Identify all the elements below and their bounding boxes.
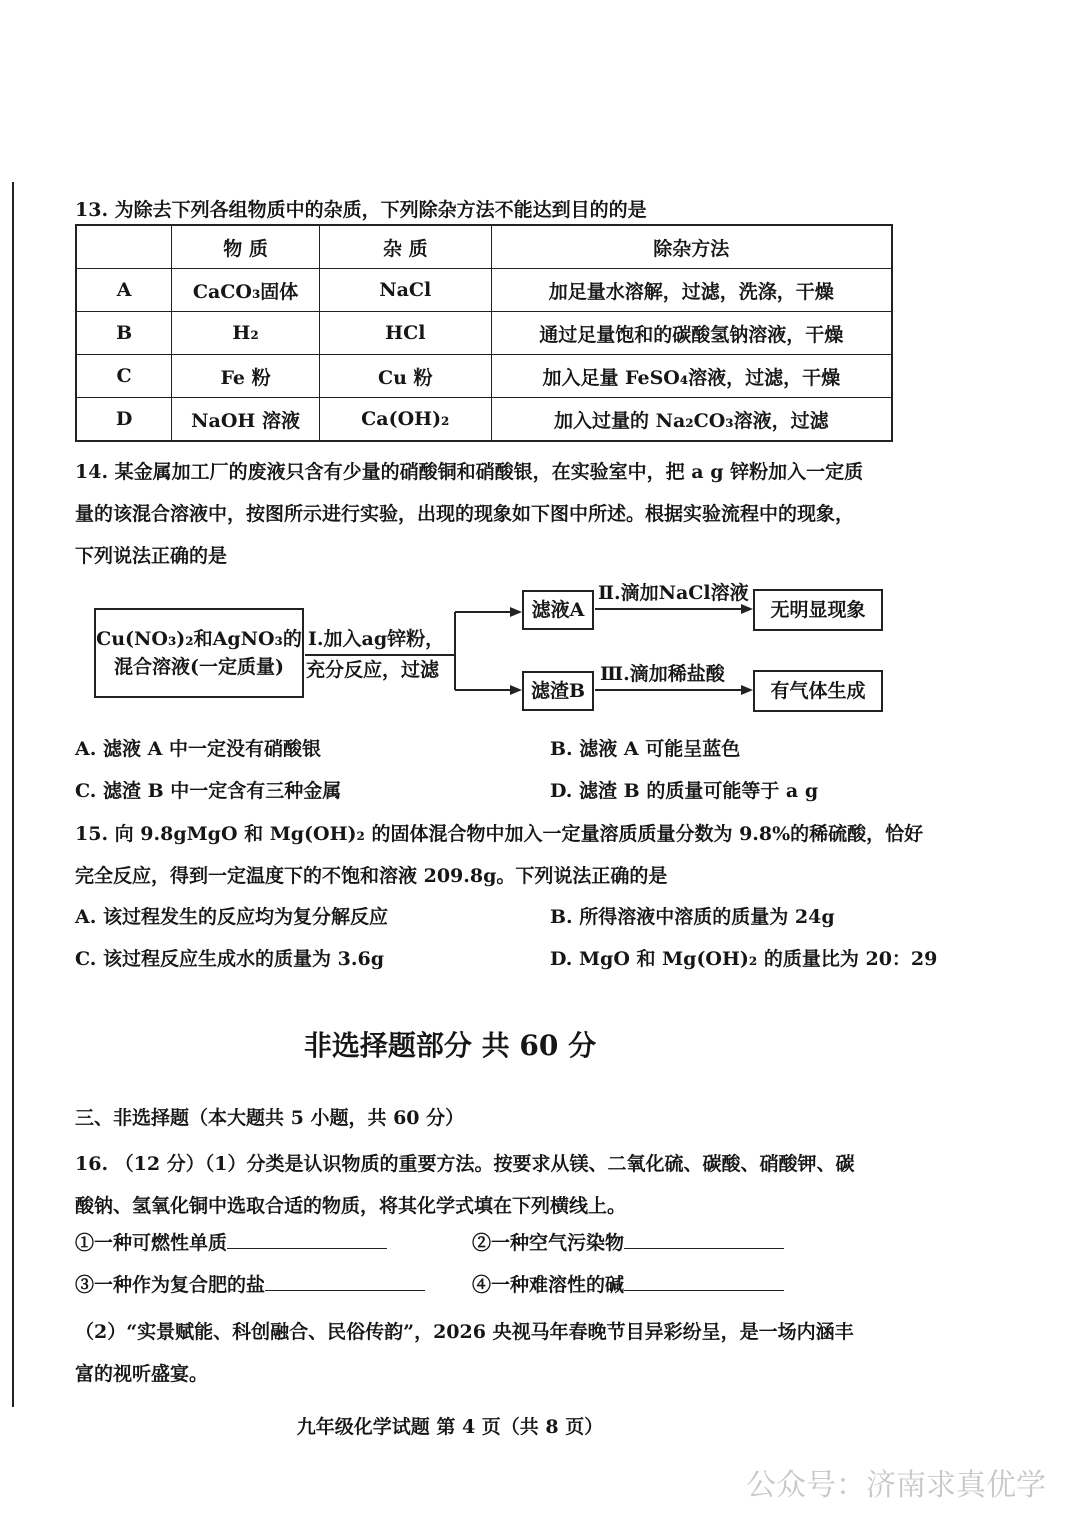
flow-result2-box: 无明显现象 [753,589,883,631]
row-label: C [76,355,172,398]
impurity-cell: Cu 粉 [319,355,491,398]
substance-cell: H₂ [172,312,320,355]
q14-option-c: C. 滤渣 B 中一定含有三种金属 [75,780,342,802]
flow-filtrate-box: 滤液A [522,590,594,630]
q16-blank-4 [472,1272,784,1297]
arrowhead-icon [510,685,522,695]
flow-step1-line-1: Ⅰ.加入ag锌粉， [308,628,445,650]
substance-cell: NaOH 溶液 [172,398,320,442]
q15-option-b: B. 所得溶液中溶质的质量为 24g [550,906,835,928]
q16-blank-1 [75,1230,387,1255]
impurity-cell: NaCl [319,269,491,312]
q14-option-d: D. 滤渣 B 的质量可能等于 a g [550,780,819,802]
substance-cell: CaCO₃固体 [172,269,320,312]
flow-start-box [94,608,304,698]
q15-option-c: C. 该过程反应生成水的质量为 3.6g [75,948,384,970]
arrowhead-icon [510,607,522,617]
q16-blank-3 [75,1272,425,1297]
q13-stem: 13. 为除去下列各组物质中的杂质，下列除杂方法不能达到目的的是 [75,199,647,221]
q14-stem-line-3: 下列说法正确的是 [75,545,228,567]
answer-blank[interactable] [624,1230,784,1249]
flow-result3-box: 有气体生成 [753,670,883,712]
flow-start-line-2: 混合溶液(一定质量) [114,656,284,678]
impurity-cell: HCl [319,312,491,355]
method-cell: 加入过量的 Na₂CO₃溶液，过滤 [491,398,892,442]
table-header-cell: 物 质 [172,225,320,269]
flow-step2-label: Ⅱ.滴加NaCl溶液 [598,582,749,604]
q15-option-a: A. 该过程发生的反应均为复分解反应 [75,906,388,928]
row-label: B [76,312,172,355]
table-header-cell: 杂 质 [319,225,491,269]
blank-label: ④一种难溶性的碱 [472,1274,625,1296]
q14-option-a: A. 滤液 A 中一定没有硝酸银 [75,738,321,760]
row-label: D [76,398,172,442]
q16-part2-line-2: 富的视听盛宴。 [75,1363,209,1385]
blank-label: ②一种空气污染物 [472,1232,625,1254]
q14-option-b: B. 滤液 A 可能呈蓝色 [550,738,741,760]
method-cell: 加入足量 FeSO₄溶液，过滤，干燥 [491,355,892,398]
flow-step3-label: Ⅲ.滴加稀盐酸 [600,663,725,685]
q16-stem-line-1: 16. （12 分）（1）分类是认识物质的重要方法。按要求从镁、二氧化硫、碳酸、硝酸钾、碳 [75,1153,855,1175]
q16-stem-line-2: 酸钠、氢氧化铜中选取合适的物质，将其化学式填在下列横线上。 [75,1195,627,1217]
section-heading: 三、非选择题（本大题共 5 小题，共 60 分） [75,1107,465,1129]
blank-label: ①一种可燃性单质 [75,1232,228,1254]
q14-stem-line-2: 量的该混合溶液中，按图所示进行实验，出现的现象如下图中所述。根据实验流程中的现象， [75,503,855,525]
answer-blank[interactable] [227,1230,387,1249]
flow-residue-box: 滤渣B [522,671,594,711]
q15-stem-line-1: 15. 向 9.8gMgO 和 Mg(OH)₂ 的固体混合物中加入一定量溶质质量分数为 9.8%的稀硫酸，恰好 [75,823,924,845]
q14-stem-line-1: 14. 某金属加工厂的废液只含有少量的硝酸铜和硝酸银，在实验室中，把 a g 锌粉加入一定质 [75,461,864,483]
method-cell: 通过足量饱和的碳酸氢钠溶液，干燥 [491,312,892,355]
flow-step1-line-2: 充分反应，过滤 [306,659,440,681]
arrowhead-icon [741,685,753,695]
method-cell: 加足量水溶解，过滤，洗涤，干燥 [491,269,892,312]
blank-label: ③一种作为复合肥的盐 [75,1274,266,1296]
q15-option-d: D. MgO 和 Mg(OH)₂ 的质量比为 20：29 [550,948,938,970]
arrowhead-icon [741,604,753,614]
substance-cell: Fe 粉 [172,355,320,398]
page-footer: 九年级化学试题 第 4 页（共 8 页） [296,1416,604,1438]
flow-start-line-1: Cu(NO₃)₂和AgNO₃的 [96,628,302,650]
q16-blank-2 [472,1230,784,1255]
watermark: 公众号：济南求真优学 [746,1468,1046,1503]
q15-stem-line-2: 完全反应，得到一定温度下的不饱和溶液 209.8g。下列说法正确的是 [75,865,668,887]
impurity-cell: Ca(OH)₂ [319,398,491,442]
q16-part2-line-1: （2）“实景赋能、科创融合、民俗传韵”，2026 央视马年春晚节目异彩纷呈，是一场内涵丰 [75,1321,854,1343]
answer-blank[interactable] [265,1272,425,1291]
row-label: A [76,269,172,312]
table-header-cell: 除杂方法 [491,225,892,269]
answer-blank[interactable] [624,1272,784,1291]
section-title: 非选择题部分 共 60 分 [303,1029,597,1062]
